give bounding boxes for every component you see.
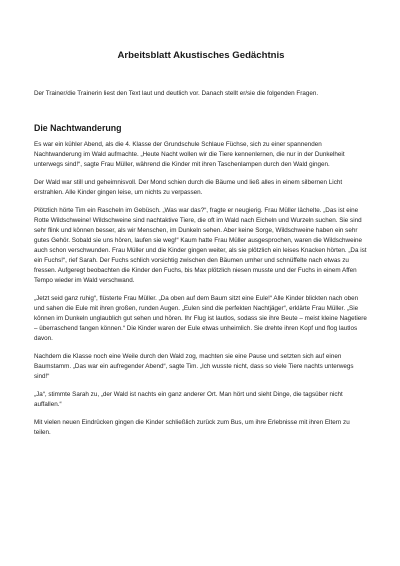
story-paragraph: Der Wald war still und geheimnisvoll. Der Mond schien durch die Bäume und ließ alles in einem silbernen Licht erstrahlen. Alle Kinder gingen leise, um nichts zu verpassen. [34,179,343,196]
story-paragraph: Mit vielen neuen Eindrücken gingen die Kinder schließlich zurück zum Bus, um ihre Erlebnisse mit ihren Eltern zu teilen. [34,419,350,436]
story-heading: Die Nachtwanderung [34,123,122,133]
story-paragraph: Nachdem die Klasse noch eine Weile durch den Wald zog, machten sie eine Pause und setzten sich auf einen Baumstamm. „Das war ein aufregender Abend“, sagte Tim. „Ich wusste nicht, dass so viele Tiere nachts unterwegs sind!“ [34,353,354,380]
document-title: Arbeitsblatt Akustisches Gedächtnis [117,50,285,61]
story-paragraph: „Jetzt seid ganz ruhig“, flüsterte Frau Müller. „Da oben auf dem Baum sitzt eine Eule!“ Alle Kinder blickten nach oben und sahen die Eule mit ihren großen, runden Augen. „Eulen sind die perfekten Nachtjäger“, erklärte Frau Müller. „Sie können im Dunkeln unglaublich gut sehen und hören. Ihr Flug ist lautlos, sodass sie ihre Beute – meist kleine Nagetiere – überraschend fangen können.“ Die Kinder waren der Eule etwas unheimlich. Sie drehte ihren Kopf und flog lautlos davon. [34,295,367,342]
story-paragraph: Plötzlich hörte Tim ein Rascheln im Gebüsch. „Was war das?“, fragte er neugierig. Frau Müller lächelte. „Das ist eine Rotte Wildschweine! Wildschweine sind nachtaktive Tiere, die oft im Wald nach Eicheln und Wurzeln suchen. Sie sind sehr flink und können besser, als wir Menschen, im Dunkeln sehen. Aber keine Sorge, Wildschweine haben ein sehr gutes Gehör. Sobald sie uns hören, laufen sie weg!“ Kaum hatte Frau Müller ausgesprochen, waren die Wildschweine auch schon verschwunden. Frau Müller und die Kinder gingen weiter, als sie plötzlich ein leises Knacken hörten. „Da ist ein Fuchs!“, rief Sarah. Der Fuchs schlich vorsichtig zwischen den Bäumen umher und schnüffelte nach etwas zu fressen. Aufgeregt beobachten die Kinder den Fuchs, bis Max plötzlich niesen musste und der Fuchs in einem Affen Tempo wieder im Wald verschwand. [34,207,367,284]
story-paragraph: „Ja“, stimmte Sarah zu, „der Wald ist nachts ein ganz anderer Ort. Man hört und sieht Dinge, die tagsüber nicht auffallen.“ [34,391,343,408]
story-paragraph: Es war ein kühler Abend, als die 4. Klasse der Grundschule Schlaue Füchse, sich zu einer spannenden Nachtwanderung im Wald aufmachte. „Heute Nacht wollen wir die Tiere kennenlernen, die nur in der Dunkelheit unterwegs sind!“, sagte Frau Müller, während die Kinder mit ihren Taschenlampen durch den Wald gingen. [34,141,345,168]
intro-instruction: Der Trainer/die Trainerin liest den Text laut und deutlich vor. Danach stellt er/sie die folgenden Fragen. [34,90,319,97]
